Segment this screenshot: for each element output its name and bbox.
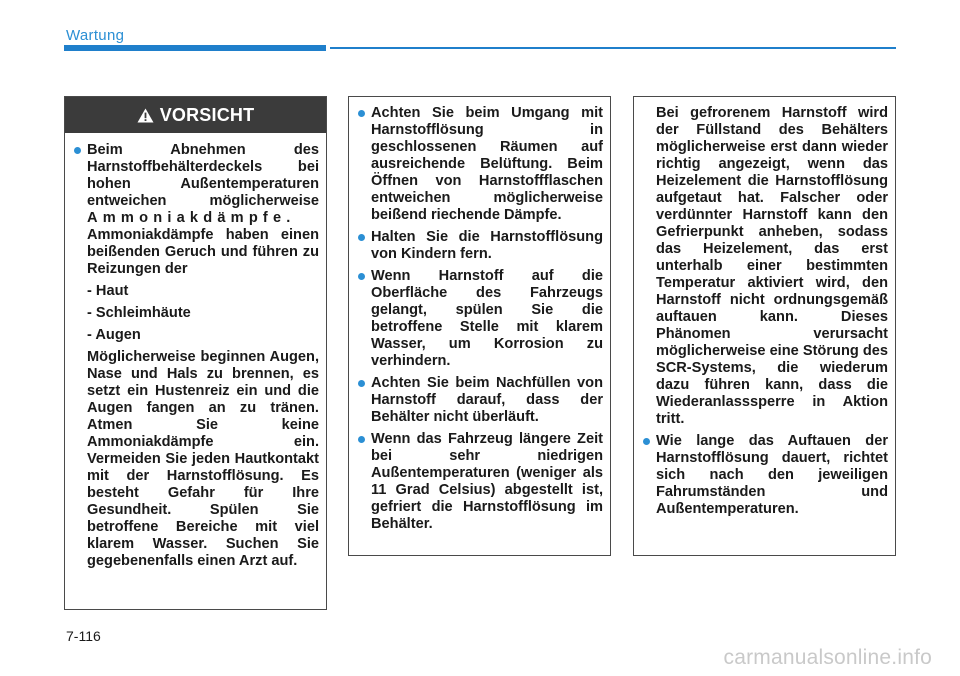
item-text: Achten Sie beim Nachfüllen von Harnstoff darauf, dass der Behälter nicht überläuft. [371,375,603,425]
header-rule-thin [330,47,896,49]
caution-box [64,96,327,610]
list-item [357,229,603,263]
item-text-spread: Ammoniakdämpfe. [87,210,296,226]
section-title: Wartung [66,27,125,44]
page-number: 7-116 [66,628,101,644]
list-item [73,142,319,278]
item-text: Achten Sie beim Umgang mit Harnstofflösung in geschlossenen Räumen auf ausreichende Belüftung. Beim Öffnen von Harnstoffflaschen entweichen möglicherweise beißend riechende Dämpfe. [371,105,603,223]
sub-item: - Schleimhäute [87,305,191,321]
sub-item: - Augen [87,327,141,343]
header-rule-thick [64,45,326,51]
list-item [357,375,603,426]
caution-box-continued [348,96,611,556]
list-item [642,433,888,518]
bullet-dot-icon [358,380,365,387]
sub-item: - Haut [87,283,129,299]
item-text: Beim Abnehmen des Harnstoffbehälterdeckels bei hohen Außentemperaturen entweichen möglicherweise [87,142,319,209]
bullet-dot-icon [358,273,365,280]
caution-header [65,97,326,133]
bullet-dot-icon [74,147,81,154]
bullet-dot-icon [358,110,365,117]
continuation-paragraph: Möglicherweise beginnen Augen, Nase und Hals zu brennen, es setzt ein Hustenreiz ein und die Augen fangen an zu tränen. Atmen Sie keine Ammoniakdämpfe ein. Vermeiden Sie jeden Hautkontakt mit der Harnstofflösung. Es besteht Gefahr für Ihre Gesundheit. Spülen Sie betroffene Bereiche mit viel klarem Wasser. Suchen Sie gegebenenfalls einen Arzt auf. [87,349,319,569]
item-text: Wenn das Fahrzeug längere Zeit bei sehr niedrigen Außentemperaturen (weniger als 11 Grad Celsius) abgestellt ist, gefriert die Harnstofflösung im Behälter. [371,431,603,532]
watermark: carmanualsonline.info [723,646,932,669]
box-content [349,97,610,533]
continuation-paragraph: Bei gefrorenem Harnstoff wird der Füllstand des Behälters möglicherweise erst dann wieder richtig angezeigt, wenn das Heizelement die Harnstofflösung aufgetaut hat. Falscher oder verdünnter Harnstoff kann den Gefrierpunkt anheben, sodass das Heizelement, das erst unterhalb einer bestimmten Temperatur aktiviert wird, den Harnstoff nicht ordnungsgemäß auftauen kann. Dieses Phänomen verursacht möglicherweise eine Störung des SCR-Systems, die wiederum dazu führen kann, dass die Wiederanlasssperre in Aktion tritt. [656,105,888,427]
item-text: Wie lange das Auftauen der Harnstofflösung dauert, richtet sich nach den jeweiligen Fahrumständen und Außentemperaturen. [656,433,888,517]
caution-heading: VORSICHT [159,104,255,125]
box-content [634,97,895,518]
bullet-dot-icon [643,438,650,445]
caution-box-continued-2 [633,96,896,556]
bullet-dot-icon [358,234,365,241]
list-item [357,268,603,370]
item-text: Ammoniakdämpfe haben einen beißenden Geruch und führen zu Reizungen der [87,227,319,277]
list-item [357,105,603,224]
item-text: Wenn Harnstoff auf die Oberfläche des Fahrzeugs gelangt, spülen Sie die betroffene Stelle mit klarem Wasser, um Korrosion zu verhindern. [371,268,603,369]
item-text: Halten Sie die Harnstofflösung von Kindern fern. [371,229,603,262]
bullet-dot-icon [358,436,365,443]
warning-triangle-icon [137,108,154,123]
list-item [357,431,603,533]
caution-content [65,133,326,570]
